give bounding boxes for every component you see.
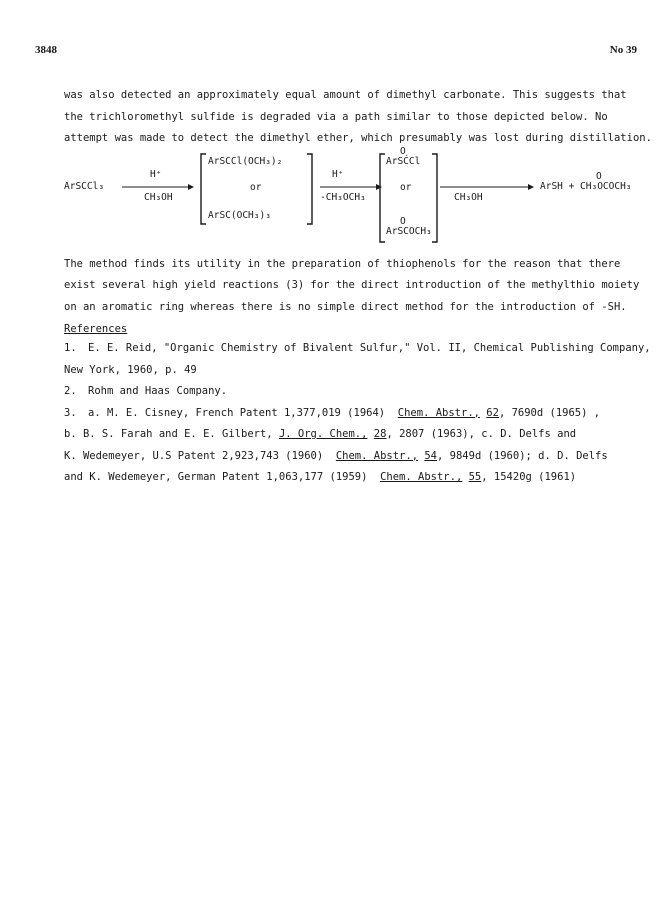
reference-text: b. B. S. Farah and E. E. Gilbert,	[64, 428, 273, 440]
volume: 55	[468, 471, 482, 483]
reference-2	[64, 381, 624, 403]
reference-number: 1.	[64, 342, 77, 354]
volume: 28	[373, 428, 387, 440]
step2-catalyst: H⁺	[332, 168, 344, 180]
reference-text: , 2807 (1963), c. D. Delfs and	[386, 428, 577, 440]
journal-name: Chem. Abstr.,	[397, 406, 480, 419]
reference-1-cont: New York, 1960, p. 49	[64, 363, 197, 376]
reference-text: , 7690d (1965) ,	[498, 406, 601, 419]
reference-text: and K. Wedemeyer, German Patent 1,063,177 (1959)	[64, 471, 368, 483]
reference-1	[64, 338, 651, 360]
step2-byproduct: -CH₃OCH₃	[320, 191, 366, 203]
bracket-2-left	[380, 154, 385, 242]
arrow-1-head	[188, 184, 194, 190]
text-line: exist several high yield reactions (3) for the direct introduction of the methylthio moiety	[64, 279, 640, 291]
page-header	[35, 44, 637, 58]
intermediate-2a: ArSĆCl	[386, 155, 421, 167]
reference-text: Rohm and Haas Company.	[88, 385, 228, 397]
text-line: The method finds its utility in the preparation of thiophenols for the reason that there	[64, 257, 621, 270]
journal-name: Chem. Abstr.,	[335, 449, 419, 462]
reference-3	[64, 403, 624, 425]
intermediate-1a: ArSCCl(OCH₃)₂	[208, 155, 283, 167]
reference-number: 2.	[64, 385, 77, 397]
reference-text: , 15420g (1961)	[481, 471, 577, 483]
volume: 62	[486, 406, 499, 419]
reference-text: K. Wedemeyer, U.S Patent 2,923,743 (1960)	[64, 449, 324, 462]
text-line: was also detected an approximately equal amount of dimethyl carbonate. This suggests that	[64, 89, 627, 101]
text-line: the trichloromethyl sulfide is degraded via a path similar to those depicted below. No	[64, 110, 608, 123]
reference-text: a. M. E. Cisney, French Patent 1,377,019 (1964)	[88, 406, 386, 419]
paragraph-1	[64, 85, 652, 150]
page-number: 3848	[35, 44, 57, 56]
reaction-scheme	[64, 145, 632, 248]
step1-reagent: CH₃OH	[144, 191, 173, 203]
journal-name: J. Org. Chem.,	[278, 428, 368, 440]
carbonyl-o: O	[596, 170, 602, 182]
step3-reagent: CH₃OH	[454, 191, 483, 203]
intermediate-1b: ArSC(OCH₃)₃	[208, 209, 271, 221]
arrow-3-head	[528, 184, 534, 190]
reactant: ArSCCl₃	[64, 180, 105, 192]
intermediate-2b: ArSCOCH₃	[386, 225, 432, 237]
arrow-2-head	[376, 184, 382, 190]
issue-number: No 39	[609, 44, 637, 56]
carbonyl-o: O	[400, 145, 406, 157]
or-label-2: or	[400, 181, 412, 193]
carbonyl-o: O	[400, 215, 406, 227]
reference-3b	[64, 424, 624, 446]
volume: 54	[424, 449, 438, 462]
bracket-1-right	[307, 154, 312, 224]
or-label-1: or	[250, 181, 262, 193]
text-line: attempt was made to detect the dimethyl ether, which presumably was lost during distillation.	[64, 132, 652, 144]
reference-text: E. E. Reid, "Organic Chemistry of Bivalent Sulfur," Vol. II, Chemical Publishing Company,	[88, 342, 651, 354]
text-line: on an aromatic ring whereas there is no simple direct method for the introduction of -SH.	[64, 300, 627, 313]
bracket-1-left	[201, 154, 206, 224]
journal-name: Chem. Abstr.,	[380, 471, 463, 483]
page-body	[64, 85, 652, 489]
reference-number: 3.	[64, 406, 77, 419]
reference-text: , 9849d (1960); d. D. Delfs	[437, 449, 608, 462]
references-heading: References	[64, 323, 128, 335]
bracket-2-right	[432, 154, 437, 242]
products: ArSH + CH₃OCOCH₃	[540, 180, 632, 192]
reference-3c	[64, 446, 624, 468]
reference-3d	[64, 467, 624, 489]
paragraph-2	[64, 254, 640, 319]
step1-catalyst: H⁺	[150, 168, 162, 180]
